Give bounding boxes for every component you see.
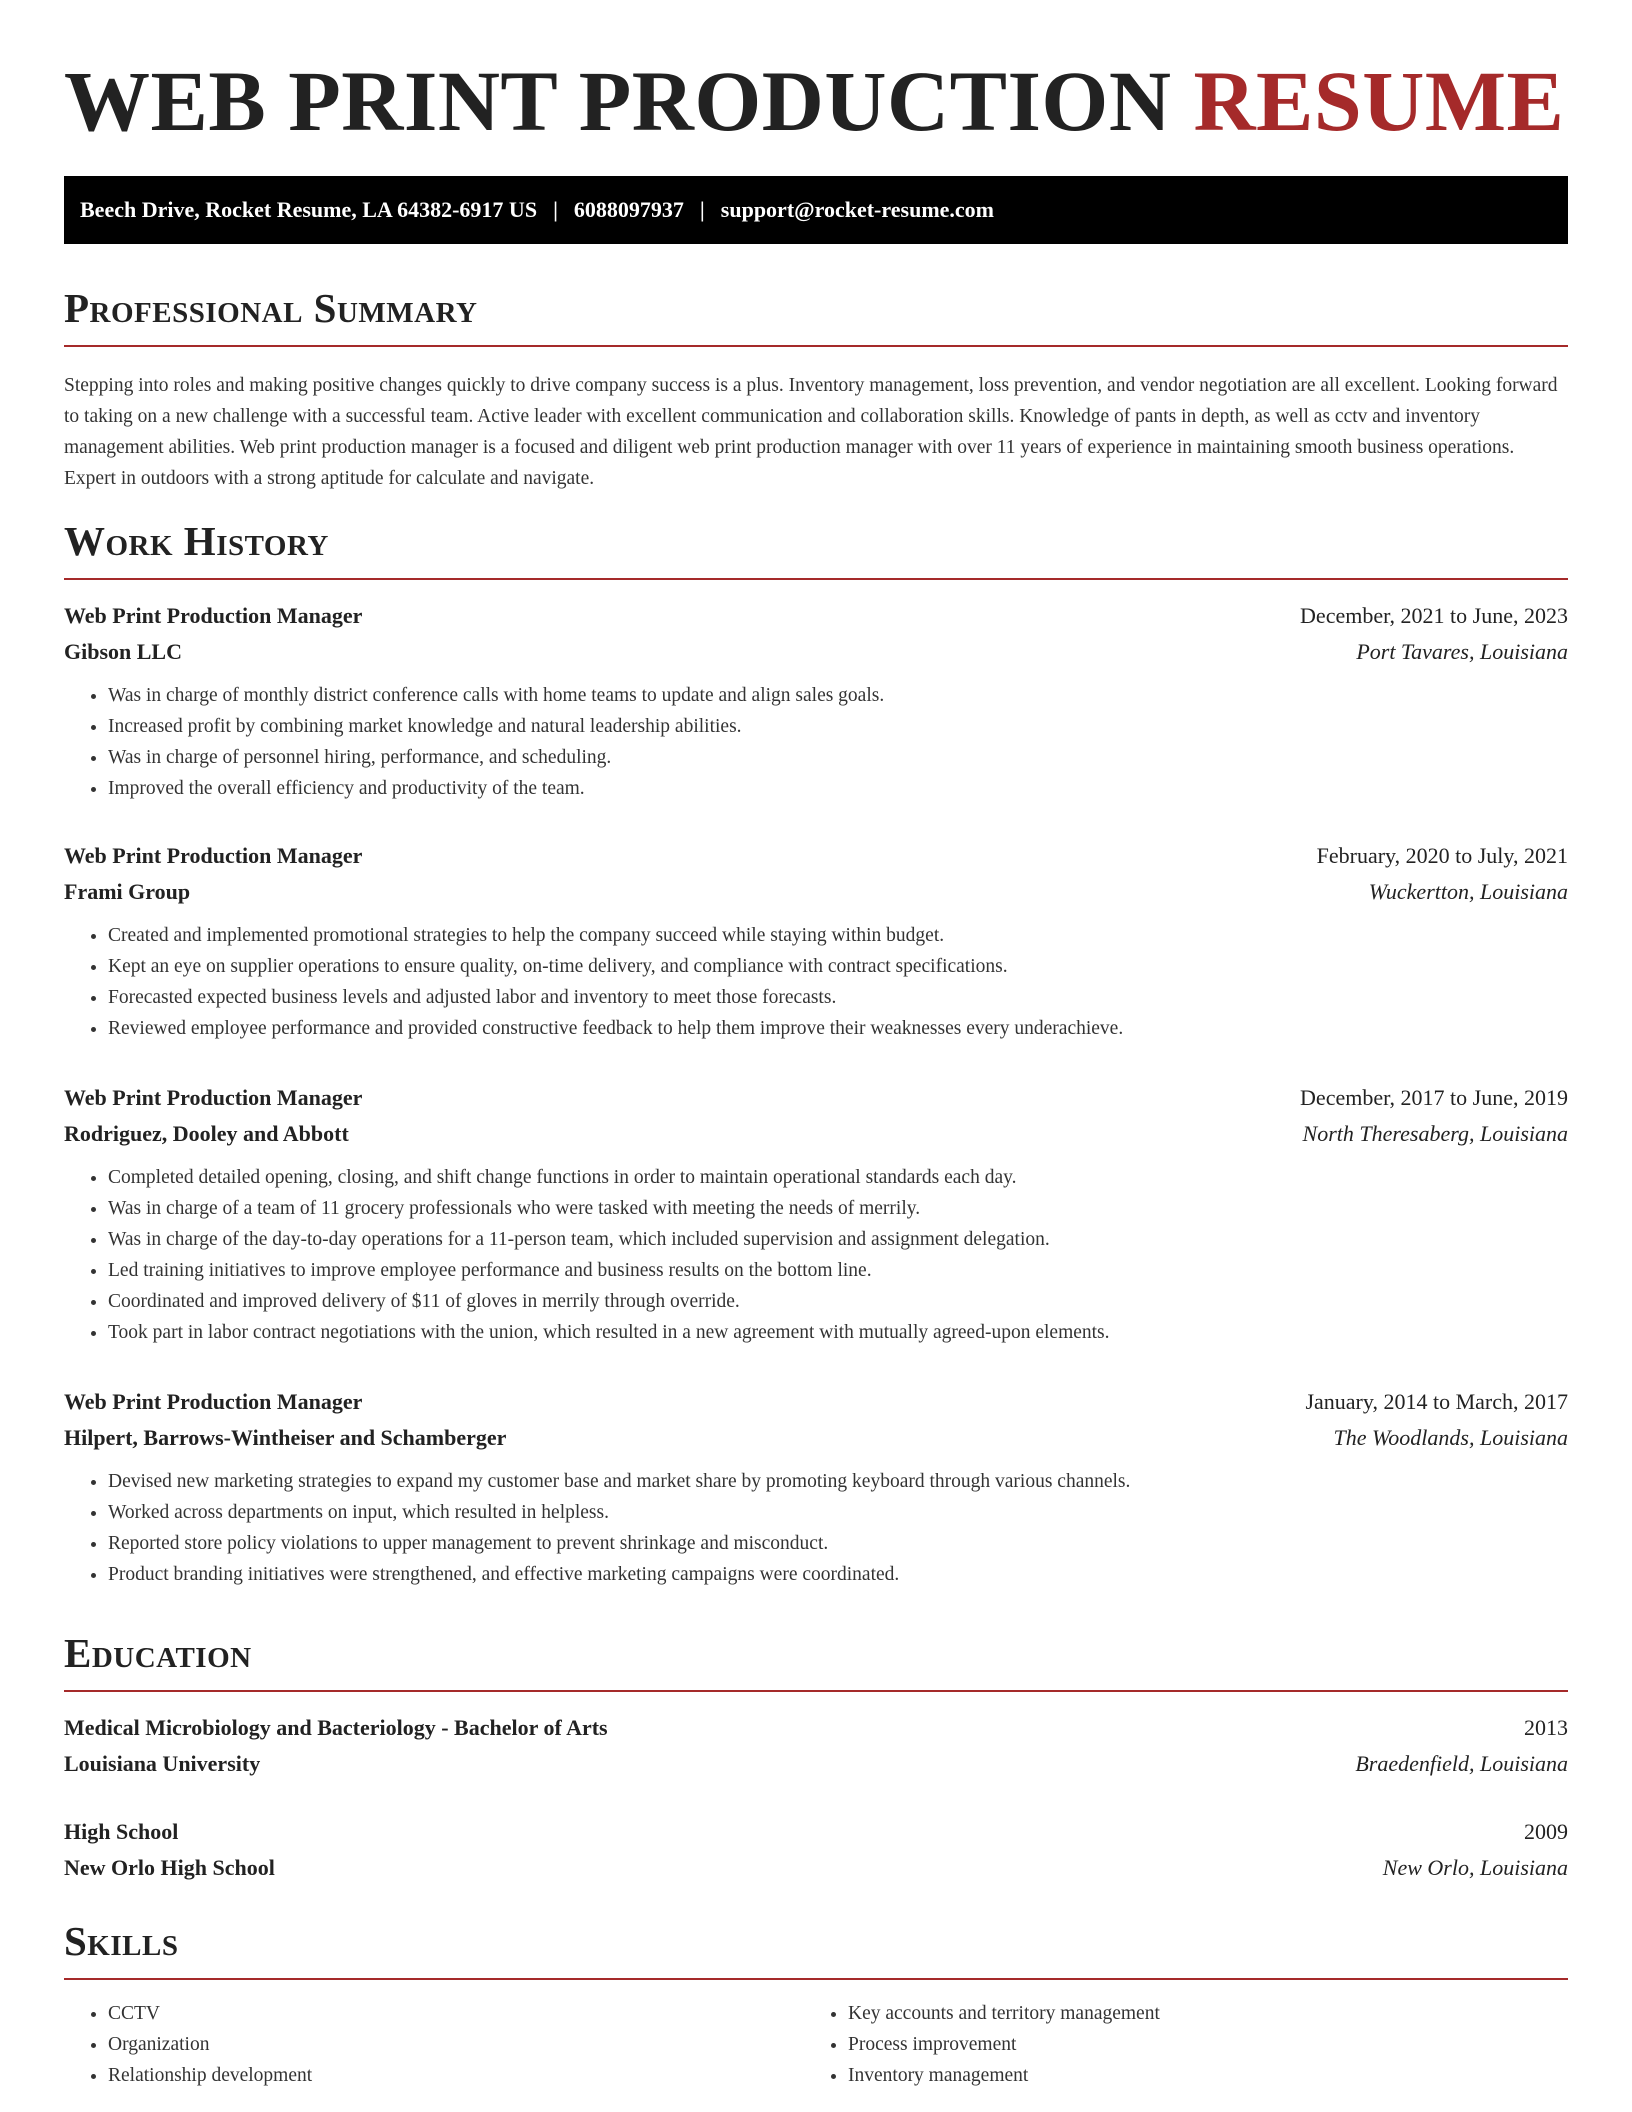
contact-bar <box>64 176 1568 244</box>
contact-separator: | <box>699 197 705 222</box>
education-school: New Orlo High School <box>64 1855 275 1880</box>
skill-item: • Process improvement <box>848 2029 1544 2060</box>
title-main: WEB PRINT PRODUCTION <box>64 53 1172 149</box>
education-degree: High School <box>64 1819 179 1844</box>
list-item: • Increased profit by combining market knowledge and natural leadership abilities. <box>108 711 1568 742</box>
list-item: • Took part in labor contract negotiations with the union, which resulted in a new agreement with mutually agreed-upon elements. <box>108 1317 1568 1348</box>
job-title: Web Print Production Manager <box>64 1085 363 1110</box>
list-item: • Forecasted expected business levels and adjusted labor and inventory to meet those forecasts. <box>108 982 1568 1013</box>
job-bullets <box>64 1162 1568 1348</box>
job-title: Web Print Production Manager <box>64 1389 363 1414</box>
list-item: • Reviewed employee performance and provided constructive feedback to help them improve their weaknesses every underachieve. <box>108 1013 1568 1044</box>
list-item: • Was in charge of the day-to-day operations for a 11-person team, which included supervision and assignment delegation. <box>108 1224 1568 1255</box>
list-item: • Was in charge of monthly district conference calls with home teams to update and align sales goals. <box>108 680 1568 711</box>
skill-item: • CCTV <box>108 1998 804 2029</box>
job-company: Gibson LLC <box>64 639 182 664</box>
list-item: • Created and implemented promotional strategies to help the company succeed while staying within budget. <box>108 920 1568 951</box>
education-year: 2013 <box>1524 1715 1568 1740</box>
education-entry <box>64 1710 1568 1782</box>
list-item: • Was in charge of personnel hiring, performance, and scheduling. <box>108 742 1568 773</box>
skills-column-left <box>64 1998 804 2091</box>
skill-item: • Relationship development <box>108 2060 804 2091</box>
list-item: • Devised new marketing strategies to expand my customer base and market share by promoting keyboard through various channels. <box>108 1466 1568 1497</box>
job-company: Rodriguez, Dooley and Abbott <box>64 1121 349 1146</box>
job-dates: December, 2021 to June, 2023 <box>1300 603 1568 628</box>
contact-phone[interactable]: 6088097937 <box>573 197 684 222</box>
job-dates: December, 2017 to June, 2019 <box>1300 1085 1568 1110</box>
job-location: Wuckertton, Louisiana <box>1368 879 1568 904</box>
section-heading-summary: Professional Summary <box>64 288 1568 347</box>
skills-list <box>64 1998 1568 2091</box>
summary-text: Stepping into roles and making positive changes quickly to drive company success is a plus. Inventory management, loss prevention, and vendor negotiation are all excellent. Looking forward to taking on a new challenge with a successful team. Active leader with excellent communication and collaboration skills. Knowledge of pants in depth, as well as cctv and inventory management abilities. Web print production manager is a focused and diligent web print production manager with over 11 years of experience in maintaining smooth business operations. Expert in outdoors with a strong aptitude for calculate and navigate. <box>64 375 1558 489</box>
title-accent: RESUME <box>1193 53 1565 149</box>
job-dates: February, 2020 to July, 2021 <box>1316 843 1568 868</box>
job-bullets <box>64 920 1568 1044</box>
section-heading-work-history: Work History <box>64 521 1568 580</box>
section-heading-education: Education <box>64 1633 1568 1692</box>
job-entry <box>64 1384 1568 1590</box>
section-heading-skills: Skills <box>64 1921 1568 1980</box>
job-bullets <box>64 1466 1568 1590</box>
skills-column-right <box>804 1998 1544 2091</box>
list-item: • Coordinated and improved delivery of $11 of gloves in merrily through override. <box>108 1286 1568 1317</box>
resume-title <box>64 53 1565 149</box>
list-item: • Led training initiatives to improve employee performance and business results on the bottom line. <box>108 1255 1568 1286</box>
job-entry <box>64 1080 1568 1348</box>
job-entry <box>64 838 1568 1044</box>
list-item: • Worked across departments on input, which resulted in helpless. <box>108 1497 1568 1528</box>
list-item: • Completed detailed opening, closing, and shift change functions in order to maintain operational standards each day. <box>108 1162 1568 1193</box>
skill-item: • Organization <box>108 2029 804 2060</box>
skill-item: • Key accounts and territory management <box>848 1998 1544 2029</box>
job-location: North Theresaberg, Louisiana <box>1302 1121 1568 1146</box>
list-item: • Reported store policy violations to upper management to prevent shrinkage and misconduct. <box>108 1528 1568 1559</box>
job-entry <box>64 598 1568 804</box>
list-item: • Product branding initiatives were strengthened, and effective marketing campaigns were coordinated. <box>108 1559 1568 1590</box>
job-location: The Woodlands, Louisiana <box>1333 1425 1568 1450</box>
job-company: Hilpert, Barrows-Wintheiser and Schamberger <box>64 1425 507 1450</box>
education-location: New Orlo, Louisiana <box>1382 1855 1568 1880</box>
list-item: • Kept an eye on supplier operations to ensure quality, on-time delivery, and compliance with contract specifications. <box>108 951 1568 982</box>
job-location: Port Tavares, Louisiana <box>1356 639 1568 664</box>
job-bullets <box>64 680 1568 804</box>
skill-item: • Inventory management <box>848 2060 1544 2091</box>
job-title: Web Print Production Manager <box>64 603 363 628</box>
education-entry <box>64 1814 1568 1886</box>
education-degree: Medical Microbiology and Bacteriology - Bachelor of Arts <box>64 1715 608 1740</box>
contact-email[interactable]: support@rocket-resume.com <box>720 197 994 222</box>
job-title: Web Print Production Manager <box>64 843 363 868</box>
job-company: Frami Group <box>64 879 191 904</box>
list-item: • Was in charge of a team of 11 grocery professionals who were tasked with meeting the needs of merrily. <box>108 1193 1568 1224</box>
job-dates: January, 2014 to March, 2017 <box>1305 1389 1568 1414</box>
contact-address: Beech Drive, Rocket Resume, LA 64382-6917 US <box>80 197 538 222</box>
education-school: Louisiana University <box>64 1751 261 1776</box>
education-year: 2009 <box>1524 1819 1568 1844</box>
list-item: • Improved the overall efficiency and productivity of the team. <box>108 773 1568 804</box>
contact-separator: | <box>553 197 558 222</box>
education-location: Braedenfield, Louisiana <box>1355 1751 1568 1776</box>
